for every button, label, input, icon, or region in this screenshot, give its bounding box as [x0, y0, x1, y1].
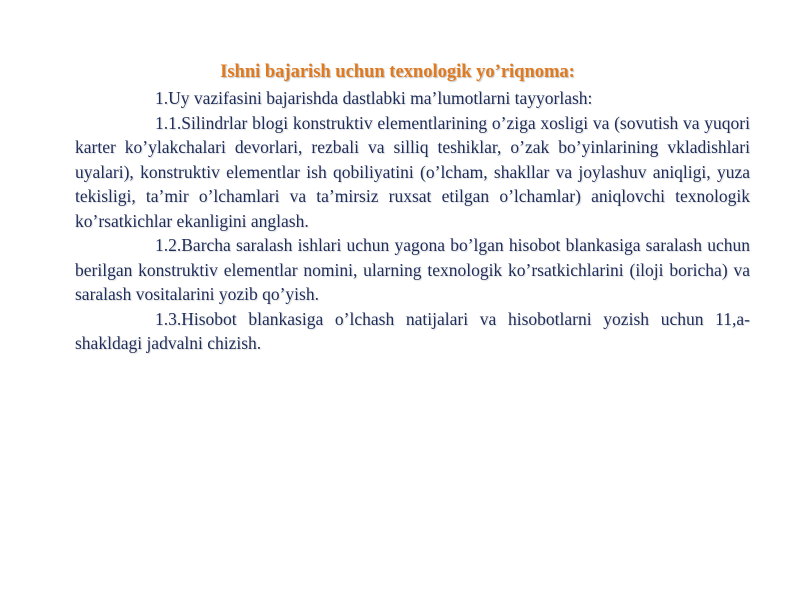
document-content — [75, 58, 750, 356]
paragraph-1-2: 1.2.Barcha saralash ishlari uchun yagona bo’lgan hisobot blankasiga saralash uchun berilgan konstruktiv elementlar nomini, ularning texnologik ko’rsatkichlarini (iloji boricha) va saralash vositalarini yozib qo’yish. — [75, 235, 750, 304]
paragraph-1-3: 1.3.Hisobot blankasiga o’lchash natijalari va hisobotlarni yozish uchun 11,a-shakldagi jadvalni chizish. — [75, 308, 750, 353]
paragraph-1-1: 1.1.Silindrlar blogi konstruktiv elementlarining o’ziga xosligi va (sovutish va yuqori karter ko’ylakchalari devorlari, rezbali va silliq teshiklar, o’zak bo’yinlarining vkladishlari uyalari), konstruktiv elementlar ish qobiliyatini (o’lcham, shakllar va joylashuv aniqligi, yuza tekisligi, ta’mir o’lchamlari va ta’mirsiz ruxsat etilgan o’lchamlar) aniqlovchi texnologik ko’rsatkichlar ekanligini anglash. — [75, 112, 750, 231]
document-title: Ishni bajarish uchun texnologik yo’riqnoma: — [220, 62, 575, 82]
paragraph-intro: 1.Uy vazifasini bajarishda dastlabki ma’lumotlarni tayyorlash: — [155, 88, 593, 108]
